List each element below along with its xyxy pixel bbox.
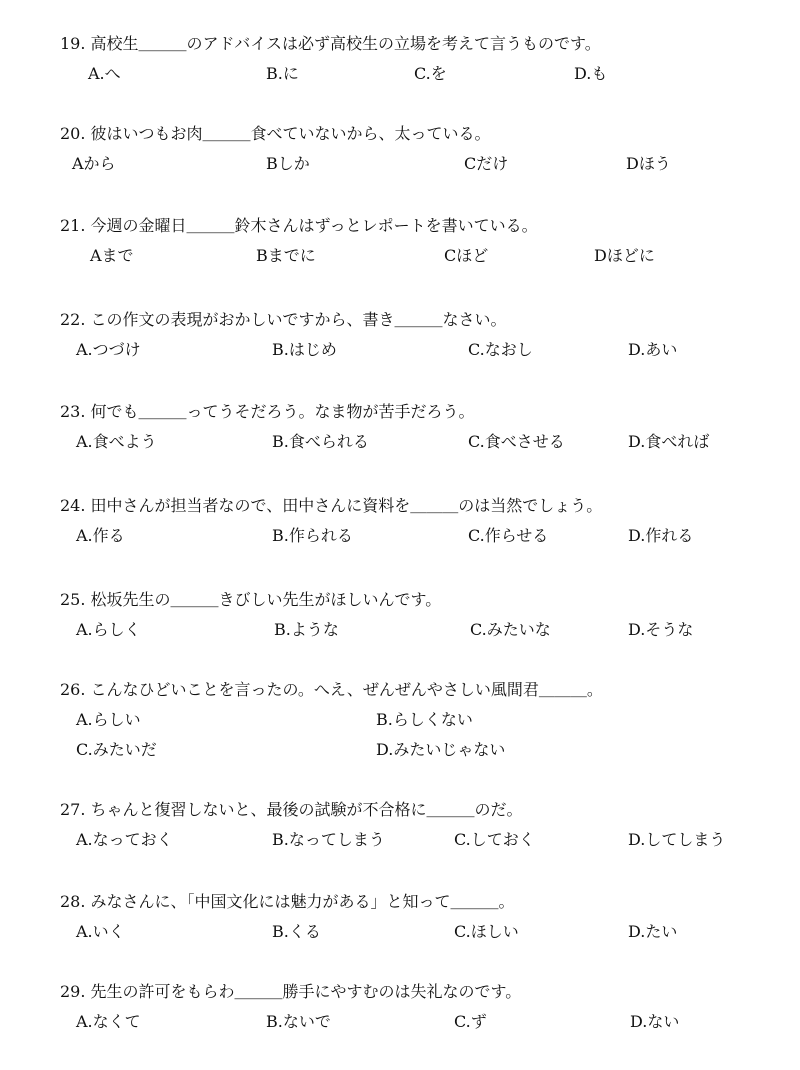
option-c: Cだけ	[464, 154, 509, 173]
option-a: A.らしい	[76, 710, 141, 729]
option-c: C.みたいな	[470, 620, 551, 639]
option-d: D.してしまう	[628, 830, 726, 849]
question-stem: 26. こんなひどいことを言ったの。へえ、ぜんぜんやさしい風間君＿＿＿。	[60, 680, 603, 699]
option-b: B.ような	[274, 620, 339, 639]
option-d: D.みたいじゃない	[376, 740, 506, 759]
question-stem: 24. 田中さんが担当者なので、田中さんに資料を＿＿＿のは当然でしょう。	[60, 496, 603, 515]
option-b: B.ないで	[266, 1012, 331, 1031]
option-a: Aまで	[90, 246, 134, 265]
option-d: D.食べれば	[628, 432, 710, 451]
option-c: Cほど	[444, 246, 489, 265]
option-c: C.食べさせる	[468, 432, 565, 451]
question-stem: 22. この作文の表現がおかしいですから、書き＿＿＿なさい。	[60, 310, 507, 329]
option-b: B.食べられる	[272, 432, 369, 451]
option-a: A.なっておく	[76, 830, 173, 849]
options-row	[0, 526, 800, 550]
option-a: A.へ	[88, 64, 121, 83]
option-d: D.作れる	[628, 526, 694, 545]
options-row	[0, 64, 800, 88]
question-stem: 29. 先生の許可をもらわ＿＿＿勝手にやすむのは失礼なのです。	[60, 982, 522, 1001]
question-stem: 20. 彼はいつもお肉＿＿＿食べていないから、太っている。	[60, 124, 491, 143]
options-row	[0, 620, 800, 644]
option-d: D.そうな	[628, 620, 694, 639]
option-c: C.作らせる	[468, 526, 549, 545]
option-a: A.作る	[76, 526, 125, 545]
option-a: Aから	[72, 154, 116, 173]
option-a: A.つづけ	[76, 340, 141, 359]
option-c: C.みたいだ	[76, 740, 157, 759]
option-c: C.を	[414, 64, 447, 83]
option-d: D.も	[574, 64, 608, 83]
option-d: Dほどに	[594, 246, 655, 265]
option-a: A.なくて	[76, 1012, 141, 1031]
option-c: C.しておく	[454, 830, 535, 849]
options-row	[0, 922, 800, 946]
question-stem: 25. 松坂先生の＿＿＿きびしい先生がほしいんです。	[60, 590, 442, 609]
option-a: A.らしく	[76, 620, 141, 639]
option-a: A.いく	[76, 922, 125, 941]
option-c: C.ほしい	[454, 922, 519, 941]
question-stem: 23. 何でも＿＿＿ってうそだろう。なま物が苦手だろう。	[60, 402, 475, 421]
option-d: D.たい	[628, 922, 678, 941]
question-stem: 27. ちゃんと復習しないと、最後の試験が不合格に＿＿＿のだ。	[60, 800, 523, 819]
option-b: B.くる	[272, 922, 321, 941]
option-b: B.作られる	[272, 526, 353, 545]
options-row	[0, 246, 800, 270]
option-b: Bしか	[266, 154, 310, 173]
option-b: B.に	[266, 64, 299, 83]
option-d: D.あい	[628, 340, 678, 359]
question-stem: 19. 高校生＿＿＿のアドバイスは必ず高校生の立場を考えて言うものです。	[60, 34, 601, 53]
options-row	[0, 1012, 800, 1036]
option-b: B.なってしまう	[272, 830, 385, 849]
question-stem: 28. みなさんに、「中国文化には魅力がある」と知って＿＿＿。	[60, 892, 515, 911]
option-d: Dほう	[626, 154, 671, 173]
option-d: D.ない	[630, 1012, 680, 1031]
option-c: C.なおし	[468, 340, 533, 359]
options-row	[0, 154, 800, 178]
options-grid	[0, 710, 800, 759]
question-stem: 21. 今週の金曜日＿＿＿鈴木さんはずっとレポートを書いている。	[60, 216, 538, 235]
option-b: Bまでに	[256, 246, 316, 265]
options-row	[0, 830, 800, 854]
options-row	[0, 432, 800, 456]
option-a: A.食べよう	[76, 432, 157, 451]
option-b: B.はじめ	[272, 340, 337, 359]
option-c: C.ず	[454, 1012, 487, 1031]
options-row	[0, 340, 800, 364]
option-b: B.らしくない	[376, 710, 473, 729]
